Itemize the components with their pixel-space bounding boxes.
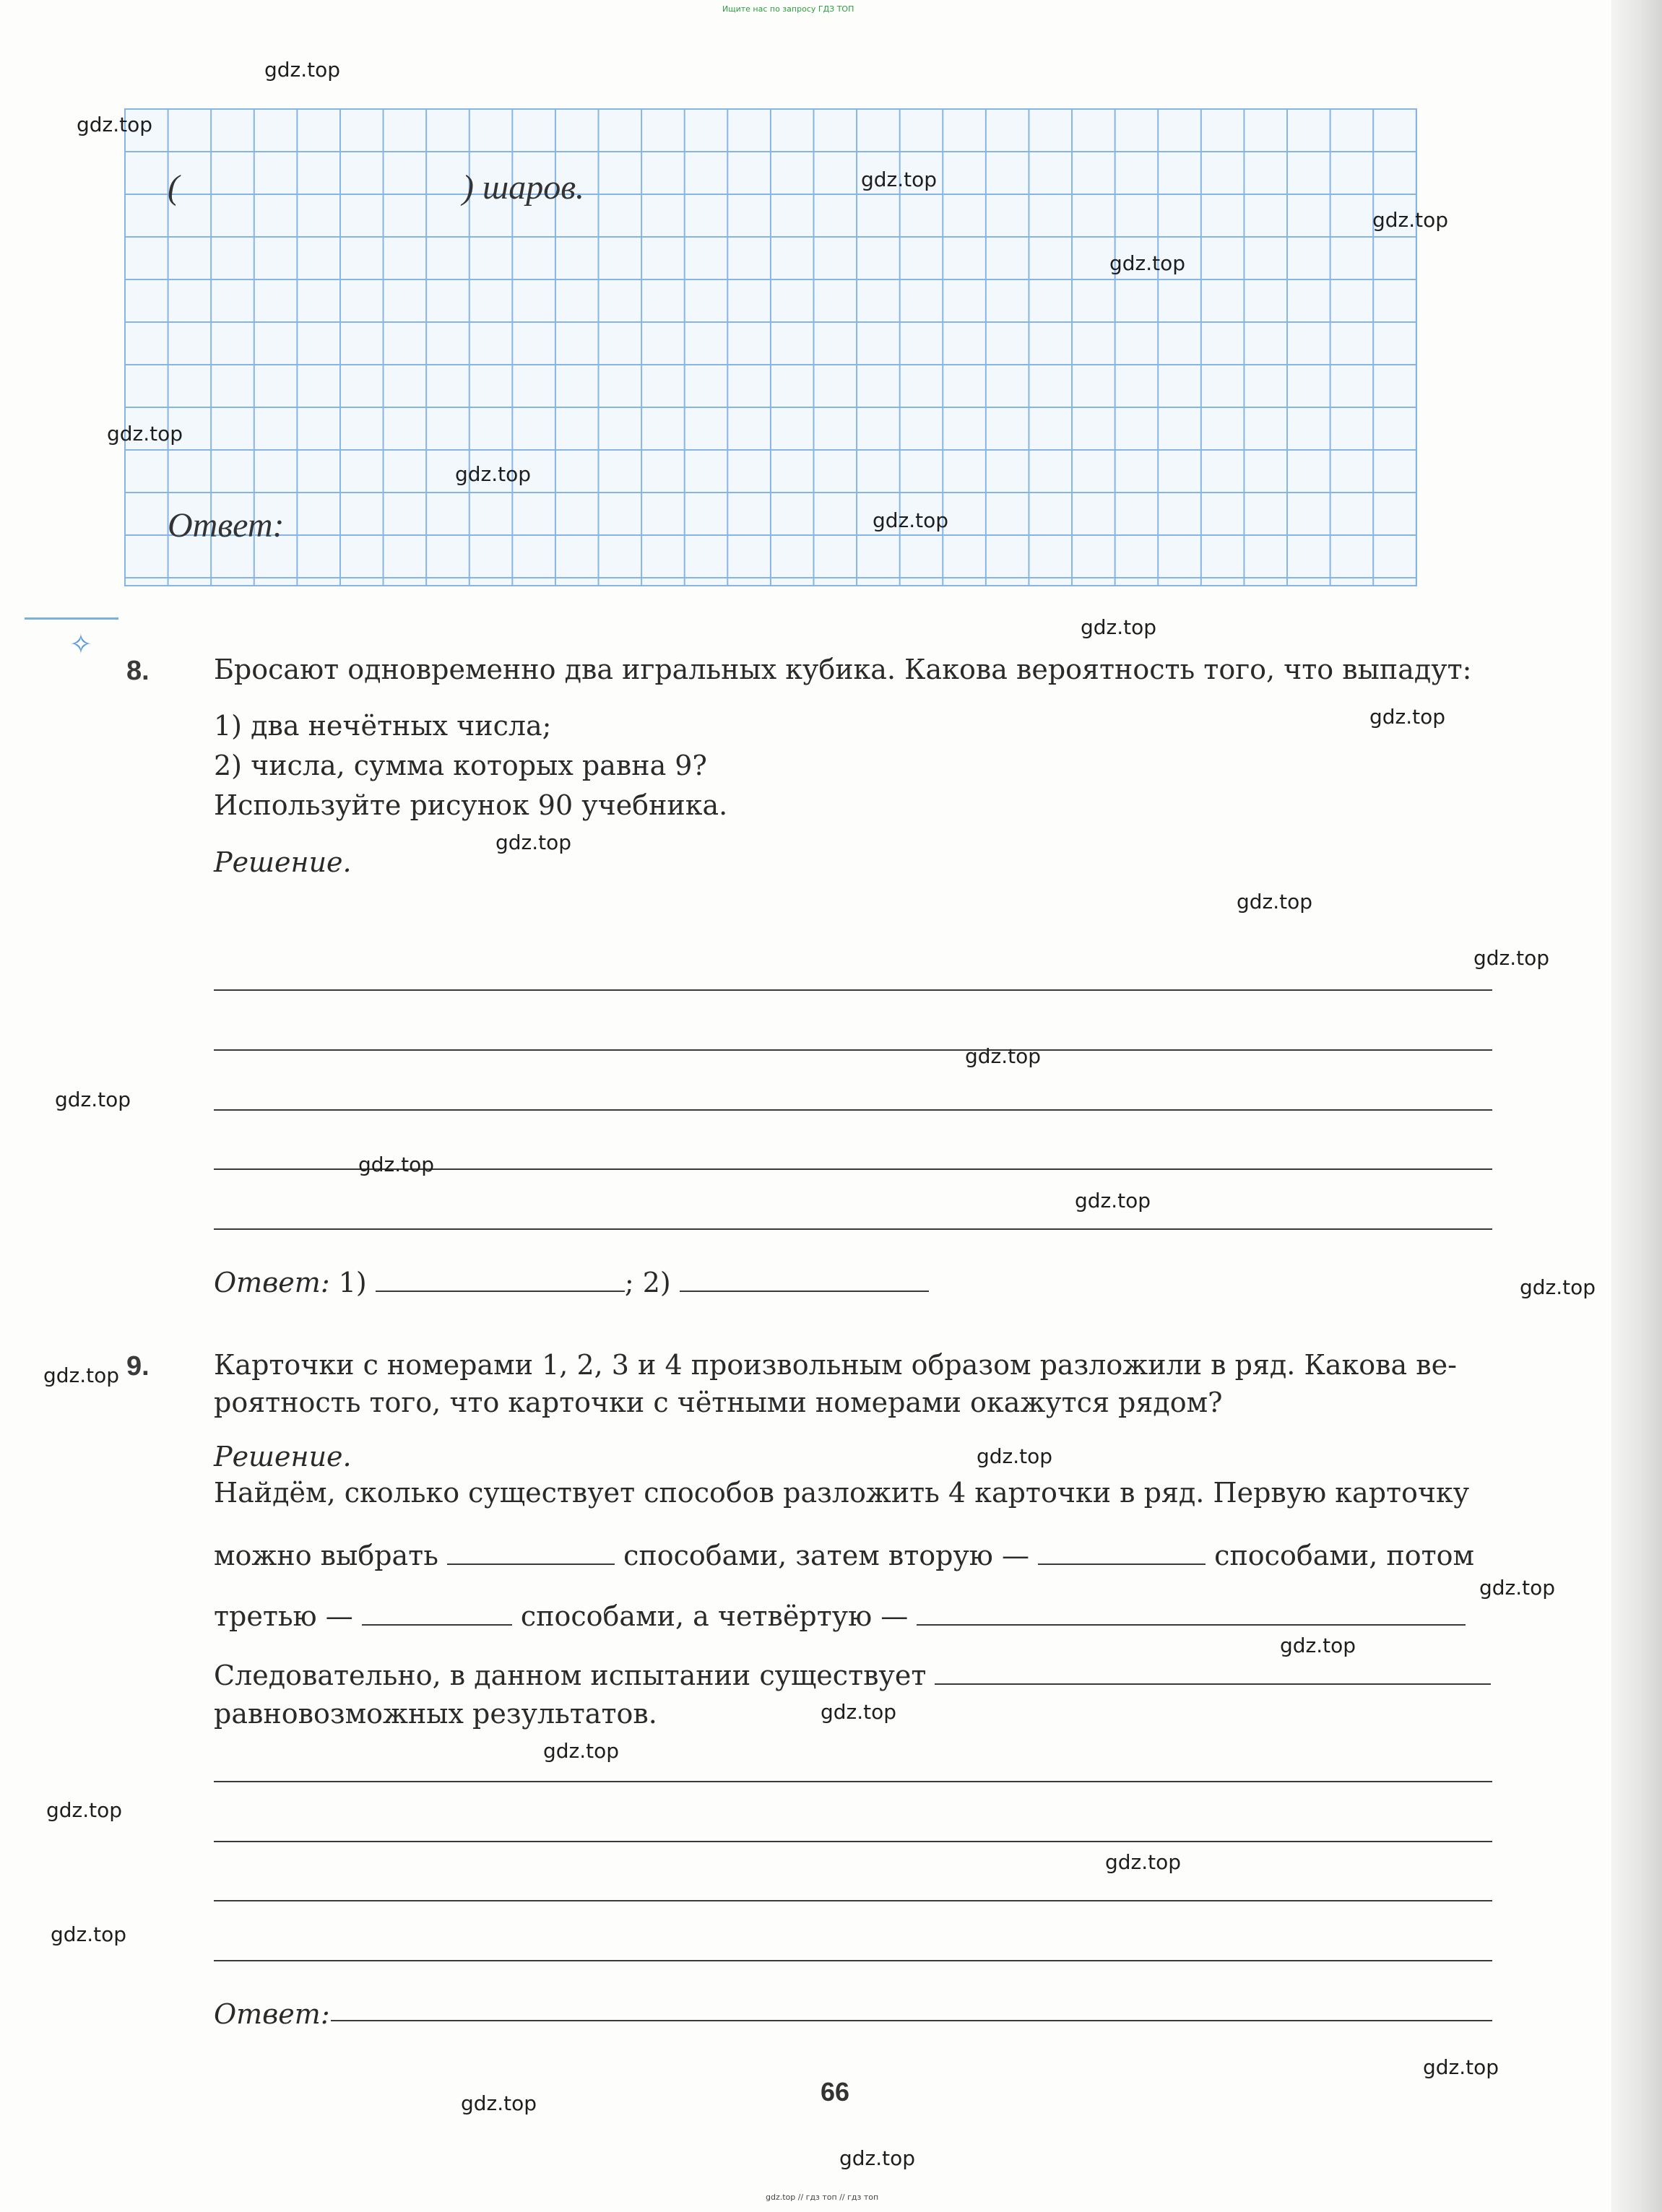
watermark: gdz.top [821, 1700, 897, 1724]
grid-balls-text: ) шаров. [462, 168, 585, 207]
page-edge-shadow [1611, 0, 1662, 2212]
watermark: gdz.top [495, 830, 572, 854]
task9-solution-line-7[interactable] [214, 1841, 1492, 1842]
task8-solution-line-3[interactable] [214, 1109, 1492, 1111]
watermark: gdz.top [1237, 890, 1313, 914]
task8-answer-row [214, 1265, 929, 1301]
task9-second-card-blank[interactable] [1038, 1542, 1206, 1565]
grid-open-paren: ( [168, 168, 179, 207]
grid-answer-label: Ответ: [168, 506, 285, 545]
watermark: gdz.top [543, 1739, 620, 1763]
task9-answer-blank[interactable] [331, 2020, 1492, 2021]
watermark: gdz.top [1479, 1576, 1556, 1600]
watermark: gdz.top [1423, 2055, 1499, 2079]
task9-first-card-blank[interactable] [447, 1542, 615, 1565]
watermark: gdz.top [461, 2091, 537, 2115]
watermark: gdz.top [51, 1922, 127, 1946]
page-number: 66 [821, 2077, 850, 2107]
task9-solution-line-8[interactable] [214, 1900, 1492, 1901]
task9-solution-line-3 [214, 1599, 1466, 1634]
watermark: gdz.top [455, 462, 532, 486]
task9-question-line-1: Карточки с номерами 1, 2, 3 и 4 произвольным образом разложили в ряд. Какова ве- [214, 1349, 1458, 1381]
header-note: Ищите нас по запросу ГДЗ ТОП [722, 4, 854, 14]
task9-solution-label: Решение. [214, 1441, 352, 1473]
task9-solution-line-9[interactable] [214, 1960, 1492, 1961]
task8-answer-blank-1[interactable] [376, 1269, 625, 1292]
task8-hint: Используйте рисунок 90 учебника. [214, 789, 728, 821]
task8-answer-part2: ; 2) [624, 1267, 671, 1298]
task9-question-line-2: роятность того, что карточки с чётными номерами окажутся рядом? [214, 1387, 1223, 1418]
watermark: gdz.top [1369, 705, 1446, 729]
footer-note: gdz.top // гдз топ // гдз топ [766, 2193, 879, 2202]
task8-answer-part1: 1) [338, 1267, 367, 1298]
watermark: gdz.top [46, 1798, 123, 1822]
task9-line2-text-a: можно выбрать [214, 1540, 438, 1571]
watermark: gdz.top [358, 1153, 435, 1176]
watermark: gdz.top [965, 1044, 1042, 1068]
watermark: gdz.top [264, 58, 341, 82]
watermark: gdz.top [1372, 208, 1449, 232]
task9-solution-line-1: Найдём, сколько существует способов разложить 4 карточки в ряд. Первую карточку [214, 1477, 1470, 1509]
watermark: gdz.top [107, 422, 183, 446]
watermark: gdz.top [861, 168, 938, 191]
watermark: gdz.top [873, 508, 949, 532]
task8-solution-label: Решение. [214, 846, 352, 878]
task9-number: 9. [126, 1351, 150, 1382]
watermark: gdz.top [1075, 1189, 1151, 1213]
task8-item-1: 1) два нечётных числа; [214, 710, 552, 742]
watermark: gdz.top [1520, 1275, 1596, 1299]
task8-answer-label: Ответ: [214, 1267, 330, 1298]
task8-solution-line-5[interactable] [214, 1228, 1492, 1230]
watermark: gdz.top [43, 1363, 120, 1387]
task8-item-2: 2) числа, сумма которых равна 9? [214, 750, 707, 781]
task9-solution-line-2 [214, 1538, 1474, 1574]
watermark: gdz.top [1280, 1634, 1356, 1657]
watermark: gdz.top [1081, 615, 1157, 639]
task9-line2-text-b: способами, затем вторую — [623, 1540, 1029, 1571]
task9-solution-line-5: равновозможных результатов. [214, 1698, 657, 1730]
task9-third-card-blank[interactable] [362, 1602, 512, 1626]
section-divider [25, 617, 118, 620]
task8-question: Бросают одновременно два игральных кубика. Какова вероятность того, что выпадут: [214, 654, 1472, 685]
task8-solution-line-1[interactable] [214, 989, 1492, 991]
watermark: gdz.top [1109, 251, 1186, 275]
task9-fourth-card-blank[interactable] [917, 1602, 1466, 1626]
task8-answer-blank-2[interactable] [680, 1269, 929, 1292]
watermark: gdz.top [977, 1444, 1053, 1468]
task8-solution-line-2[interactable] [214, 1049, 1492, 1051]
watermark: gdz.top [1105, 1850, 1182, 1874]
watermark: gdz.top [77, 113, 153, 136]
watermark: gdz.top [1473, 946, 1550, 970]
task9-line2-text-c: способами, потом [1214, 1540, 1475, 1571]
task8-number: 8. [126, 656, 150, 686]
task9-solution-line-6[interactable] [214, 1781, 1492, 1782]
answer-grid [124, 108, 1417, 586]
task9-answer-label: Ответ: [214, 1998, 330, 2030]
task9-line4-text: Следовательно, в данном испытании существует [214, 1660, 927, 1691]
task9-line3-text-a: третью — [214, 1600, 353, 1632]
task9-line3-text-b: способами, а четвёртую — [520, 1600, 909, 1632]
watermark: gdz.top [839, 2146, 916, 2170]
watermark: gdz.top [55, 1088, 131, 1111]
task9-total-outcomes-blank[interactable] [935, 1662, 1491, 1685]
star-ornament-icon: ✧ [69, 628, 92, 660]
task9-solution-line-4 [214, 1658, 1491, 1693]
